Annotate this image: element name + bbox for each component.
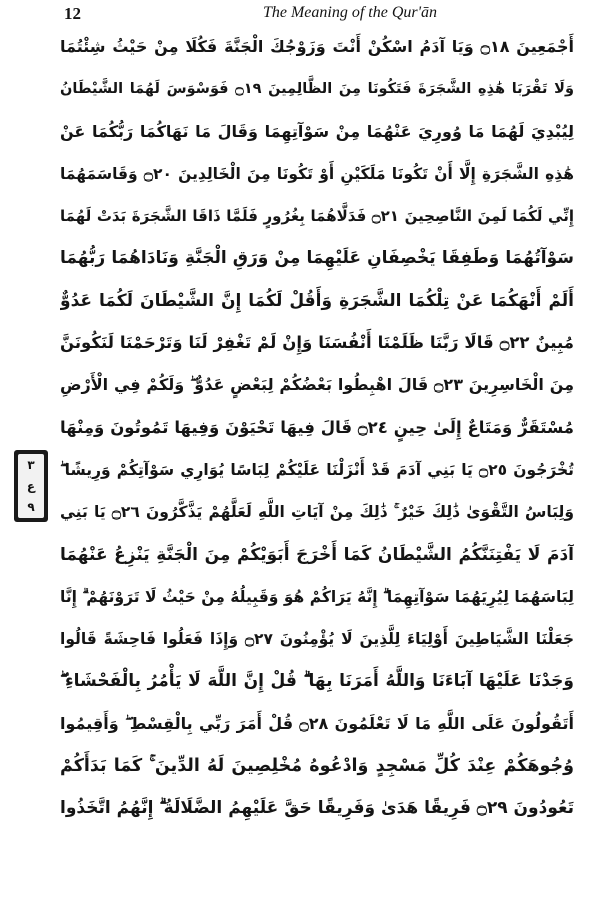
page-number: 12 xyxy=(64,4,81,23)
verse-line: تَعُودُونَ ۝٢٩ فَرِيقًا هَدَىٰ وَفَرِيقًا حَقَّ عَلَيْهِمُ الضَّلَالَةُ ۗ إِنَّهُمُ اتَّخَذُوا xyxy=(60,798,574,819)
marker-top: ٣ xyxy=(27,457,35,472)
verse-line: آدَمَ لَا يَفْتِنَنَّكُمُ الشَّيْطَانُ كَمَا أَخْرَجَ أَبَوَيْكُمْ مِنَ الْجَنَّةِ يَنْزِعُ عَنْهُمَا xyxy=(60,544,574,565)
quran-text-block xyxy=(60,26,574,894)
verse-line: أَجْمَعِينَ ۝١٨ وَيَا آدَمُ اسْكُنْ أَنْتَ وَزَوْجُكَ الْجَنَّةَ فَكُلَا مِنْ حَيْثُ شِئْتُمَا xyxy=(60,37,574,56)
verse-line: هَٰذِهِ الشَّجَرَةِ إِلَّا أَنْ تَكُونَا مَلَكَيْنِ أَوْ تَكُونَا مِنَ الْخَالِدِينَ ۝٢٠ وَقَاسَمَهُمَا xyxy=(60,164,574,183)
verse-line: مُسْتَقَرٌّ وَمَتَاعٌ إِلَىٰ حِينٍ ۝٢٤ قَالَ فِيهَا تَحْيَوْنَ وَفِيهَا تَمُوتُونَ وَمِنْهَا xyxy=(60,417,574,437)
verse-line: إِنِّي لَكُمَا لَمِنَ النَّاصِحِينَ ۝٢١ فَدَلَّاهُمَا بِغُرُورٍ فَلَمَّا ذَاقَا الشَّجَرَةَ بَدَتْ لَهُمَا xyxy=(60,207,574,226)
verse-line: سَوْآتُهُمَا وَطَفِقَا يَخْصِفَانِ عَلَيْهِمَا مِنْ وَرَقِ الْجَنَّةِ وَنَادَاهُمَا رَبُّهُمَا xyxy=(60,248,574,269)
verse-line: لِيُبْدِيَ لَهُمَا مَا وُورِيَ عَنْهُمَا مِنْ سَوْآتِهِمَا وَقَالَ مَا نَهَاكُمَا رَبُّكُمَا عَنْ xyxy=(60,121,574,141)
verse-line: لِبَاسَهُمَا لِيُرِيَهُمَا سَوْآتِهِمَا ۗ إِنَّهُ يَرَاكُمْ هُوَ وَقَبِيلُهُ مِنْ حَيْثُ لَا تَرَوْنَهُمْ ۗ إِنَّا xyxy=(60,587,574,606)
marker-middle: ع xyxy=(26,478,36,493)
section-marker-box xyxy=(18,454,44,518)
verse-line: أَتَقُولُونَ عَلَى اللَّهِ مَا لَا تَعْلَمُونَ ۝٢٨ قُلْ أَمَرَ رَبِّي بِالْقِسْطِ ۖ وَأَقِيمُوا xyxy=(60,713,574,733)
verse-line: تُخْرَجُونَ ۝٢٥ يَا بَنِي آدَمَ قَدْ أَنْزَلْنَا عَلَيْكُمْ لِبَاسًا يُوَارِي سَوْآتِكُمْ وَرِيشًا ۖ xyxy=(60,460,574,479)
verse-line: جَعَلْنَا الشَّيَاطِينَ أَوْلِيَاءَ لِلَّذِينَ لَا يُؤْمِنُونَ ۝٢٧ وَإِذَا فَعَلُوا فَاحِشَةً قَالُوا xyxy=(60,630,574,649)
verse-line: مِنَ الْخَاسِرِينَ ۝٢٣ قَالَ اهْبِطُوا بَعْضُكُمْ لِبَعْضٍ عَدُوٌّ ۖ وَلَكُمْ فِي الْأَرْضِ xyxy=(60,375,574,395)
marker-bottom: ٩ xyxy=(27,500,35,515)
running-title: The Meaning of the Qur'ān xyxy=(262,4,438,21)
verse-line: أَلَمْ أَنْهَكُمَا عَنْ تِلْكُمَا الشَّجَرَةِ وَأَقُلْ لَكُمَا إِنَّ الشَّيْطَانَ لَكُمَا عَدُوٌّ xyxy=(60,290,574,311)
verse-line: مُبِينٌ ۝٢٢ قَالَا رَبَّنَا ظَلَمْنَا أَنْفُسَنَا وَإِنْ لَمْ تَغْفِرْ لَنَا وَتَرْحَمْنَا لَنَكُونَنَّ xyxy=(60,333,574,353)
verse-line: وَلَا تَقْرَبَا هَٰذِهِ الشَّجَرَةَ فَتَكُونَا مِنَ الظَّالِمِينَ ۝١٩ فَوَسْوَسَ لَهُمَا الشَّيْطَانُ xyxy=(60,81,574,98)
section-marker xyxy=(14,450,48,522)
verse-line: وُجُوهَكُمْ عِنْدَ كُلِّ مَسْجِدٍ وَادْعُوهُ مُخْلِصِينَ لَهُ الدِّينَ ۚ كَمَا بَدَأَكُمْ xyxy=(60,756,574,777)
verse-line: وَلِبَاسُ التَّقْوَىٰ ذَٰلِكَ خَيْرٌ ۚ ذَٰلِكَ مِنْ آيَاتِ اللَّهِ لَعَلَّهُمْ يَذَّكَّرُونَ ۝٢٦ يَا بَنِي xyxy=(60,503,574,522)
verse-line: وَجَدْنَا عَلَيْهَا آبَاءَنَا وَاللَّهُ أَمَرَنَا بِهَا ۗ قُلْ إِنَّ اللَّهَ لَا يَأْمُرُ بِالْفَحْشَاءِ ۖ xyxy=(60,671,574,692)
